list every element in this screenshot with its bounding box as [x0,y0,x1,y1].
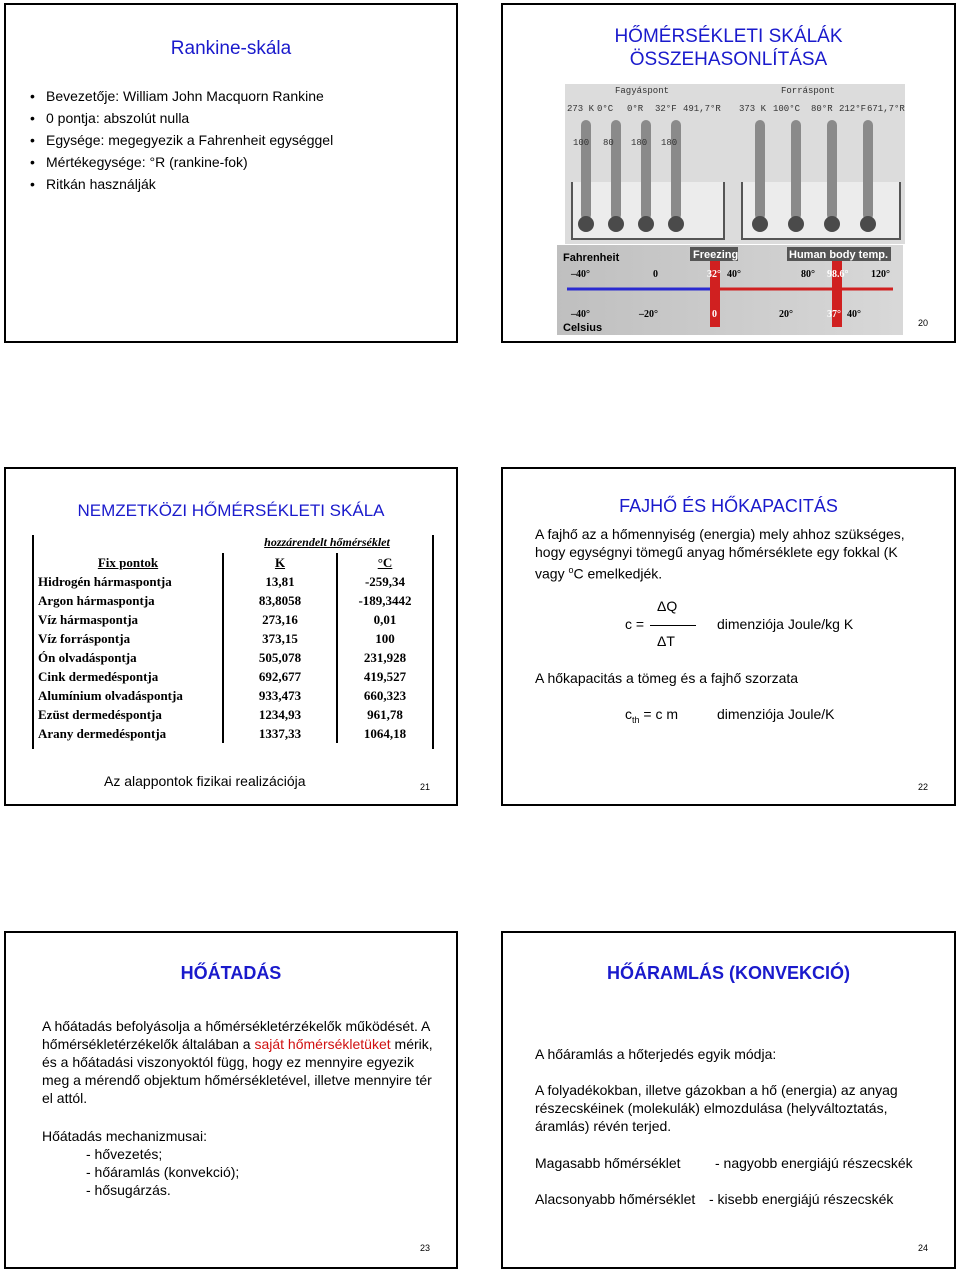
dimension-heat-capacity: dimenziója Joule/K [717,706,835,722]
table-header-row [33,553,433,572]
slide-scale-comparison [501,3,956,343]
paragraph-part-1: A hőátadás befolyásolja a hőmérsékletérzékelők működését. A hőmérsékletérzékelők általában a [42,1018,430,1052]
bullet-item: • Bevezetője: William John Macquorn Rankine [28,85,333,107]
thermometer-bulb [860,216,876,232]
boil-value: 100°C [773,104,801,114]
fahrenheit-label: Fahrenheit [563,252,620,264]
tube-label: 80 [603,138,614,148]
formula2-sub: th [632,714,640,725]
thermometer-bulb [578,216,594,232]
thermometer-bulb [668,216,684,232]
table-row [33,591,433,610]
bullet-list [28,85,333,195]
fix-points-table [32,553,434,743]
col-header-c: °C [337,553,433,572]
freeze-value: 0°R [627,104,644,114]
bullet-item: • Mértékegysége: °R (rankine-fok) [28,151,333,173]
body-temp-label: Human body temp. [789,249,889,261]
thermometer-bulb [608,216,624,232]
fix-point-name: Ón olvadáspontja [33,648,223,667]
thermometer-bulb [752,216,768,232]
thermometer-illustration [565,84,905,244]
definition-main: A fajhő az a hőmennyiség (energia) mely ahhoz szükséges, hogy egységnyi tömegű anyag hőmérséklete egy fokkal (K vagy [535,526,905,582]
freeze-value: 273 K [567,104,595,114]
formula-numerator: ΔQ [657,598,678,614]
formula-c: c = [625,616,645,632]
slide-title: HŐÁTADÁS [180,963,282,983]
page-number: 21 [419,782,430,792]
higher-temp-label: Magasabb hőmérséklet [535,1155,681,1171]
f-tick: 120° [871,269,890,280]
thermometer-tube [641,120,651,220]
c-tick: 0 [712,309,717,320]
value-k: 505,078 [223,648,337,667]
thermometer-tube [863,120,873,220]
value-k: 1337,33 [223,724,337,743]
value-c: -189,3442 [337,591,433,610]
table-row [33,648,433,667]
f-tick: 80° [801,269,815,280]
boil-value: 212°F [839,104,867,114]
convection-explanation: A folyadékokban, illetve gázokban a hő (energia) az anyag részecskéinek (molekulák) elmozdulása (helyváltoztatás, áramlás) révén terjed. [535,1082,898,1134]
page-number: 22 [917,782,928,792]
bullet-item: • Ritkán használják [28,173,333,195]
mechanism-item: - hővezetés; [86,1146,163,1162]
fix-point-name: Argon hármaspontja [33,591,223,610]
mechanism-item: - hőáramlás (konvekció); [86,1164,240,1180]
value-k: 83,8058 [223,591,337,610]
definition-text [535,525,931,583]
convection-intro: A hőáramlás a hőterjedés egyik módja: [535,1046,777,1062]
fahrenheit-celsius-scale [557,245,903,335]
table-row [33,686,433,705]
value-c: 0,01 [337,610,433,629]
c-tick: 37° [827,309,841,320]
highlight-own-temperature: saját hőmérsékletüket [254,1036,391,1052]
heat-capacity-text: A hőkapacitás a tömeg és a fajhő szorzata [535,670,799,686]
higher-temp-desc: - nagyobb energiájú részecskék [715,1155,913,1171]
group-header: hozzárendelt hőmérséklet [264,535,390,549]
mechanisms-title: Hőátadás mechanizmusai: [42,1128,207,1144]
fix-points-table-wrap [32,535,434,749]
page-number: 20 [917,318,928,328]
freeze-point-label: Fagyáspont [615,86,670,96]
thermometer-tube [755,120,765,220]
dimension-specific-heat: dimenziója Joule/kg K [717,616,854,632]
thermometer-bulb [824,216,840,232]
value-c: -259,34 [337,572,433,591]
title-line-1: HŐMÉRSÉKLETI SKÁLÁK [614,26,843,47]
paragraph-part-2: mérik, és a hőátadási viszonyoktól függ, hogy ez mennyire egyezik meg a mérendő objektum hőmérsékletével, illetve mennyire tér el attól. [42,1036,433,1106]
value-c: 419,527 [337,667,433,686]
slide-title: NEMZETKÖZI HŐMÉRSÉKLETI SKÁLA [77,501,385,520]
slide-heat-transfer [4,931,458,1269]
value-k: 273,16 [223,610,337,629]
formula2-lhs: c [625,706,632,722]
slide-title: HŐÁRAMLÁS (KONVEKCIÓ) [607,963,850,983]
slide-rankine [4,3,458,343]
f-tick: 0 [653,269,658,280]
formula-denominator: ΔT [657,633,675,649]
f-tick: 40° [727,269,741,280]
thermometer-bulb [638,216,654,232]
definition-end: C emelkedjék. [573,565,663,582]
value-c: 231,928 [337,648,433,667]
value-k: 1234,93 [223,705,337,724]
c-tick: –40° [571,309,590,320]
table-row [33,629,433,648]
freezing-label: Freezing [693,249,739,261]
tube-label: 180 [631,138,648,148]
page-number: 24 [917,1243,928,1253]
freeze-value: 32°F [655,104,677,114]
f-tick: –40° [571,269,590,280]
table-row [33,572,433,591]
table-row [33,610,433,629]
slide-specific-heat [501,467,956,806]
f-tick: 32° [707,269,721,280]
value-c: 1064,18 [337,724,433,743]
freeze-value: 491,7°R [683,104,721,114]
bullet-item: • Egysége: megegyezik a Fahrenheit egységgel [28,129,333,151]
title-line-2: ÖSSZEHASONLÍTÁSA [629,49,828,70]
lower-temp-desc: - kisebb energiájú részecskék [709,1191,894,1207]
c-tick: 40° [847,309,861,320]
boil-value: 373 K [739,104,767,114]
fix-point-name: Arany dermedéspontja [33,724,223,743]
value-c: 961,78 [337,705,433,724]
table-row [33,667,433,686]
fix-point-name: Víz forráspontja [33,629,223,648]
tube-label: 100 [573,138,590,148]
table-row [33,705,433,724]
value-k: 373,15 [223,629,337,648]
fix-point-name: Hidrogén hármaspontja [33,572,223,591]
slide-title: Rankine-skála [170,38,292,59]
thermometer-tube [671,120,681,220]
formula2-rhs: = c m [643,706,679,722]
boil-value: 80°R [811,104,833,114]
celsius-label: Celsius [563,322,603,334]
value-c: 660,323 [337,686,433,705]
heat-transfer-paragraph [42,1017,438,1107]
table-row [33,724,433,743]
fix-point-name: Víz hármaspontja [33,610,223,629]
fix-point-name: Ezüst dermedéspontja [33,705,223,724]
fix-point-name: Cink dermedéspontja [33,667,223,686]
slide-title: FAJHŐ ÉS HŐKAPACITÁS [619,496,838,516]
slide-convection [501,931,956,1269]
value-c: 100 [337,629,433,648]
fraction-line [650,625,696,626]
beaker-boiling [741,182,901,240]
formula2 [625,706,678,725]
bullet-item: • 0 pontja: abszolút nulla [28,107,333,129]
value-k: 692,677 [223,667,337,686]
value-k: 13,81 [223,572,337,591]
page-number: 23 [419,1243,430,1253]
freeze-value: 0°C [597,104,614,114]
f-tick: 98.6° [827,269,849,280]
col-header-fix: Fix pontok [33,553,223,572]
thermometer-bulb [788,216,804,232]
thermometer-tube [581,120,591,220]
slide-its-scale [4,467,458,806]
fix-point-name: Alumínium olvadáspontja [33,686,223,705]
c-tick: –20° [639,309,658,320]
thermometer-tube [791,120,801,220]
thermometer-tube [611,120,621,220]
definition-sup: o [568,565,574,575]
c-tick: 20° [779,309,793,320]
table-caption: Az alappontok fizikai realizációja [104,773,306,789]
value-k: 933,473 [223,686,337,705]
tube-label: 180 [661,138,678,148]
slide-title [503,25,954,71]
mechanism-item: - hősugárzás. [86,1182,171,1198]
lower-temp-label: Alacsonyabb hőmérséklet [535,1191,696,1207]
col-header-k: K [223,553,337,572]
thermometer-tube [827,120,837,220]
boil-value: 671,7°R [867,104,905,114]
boil-point-label: Forráspont [781,86,836,96]
